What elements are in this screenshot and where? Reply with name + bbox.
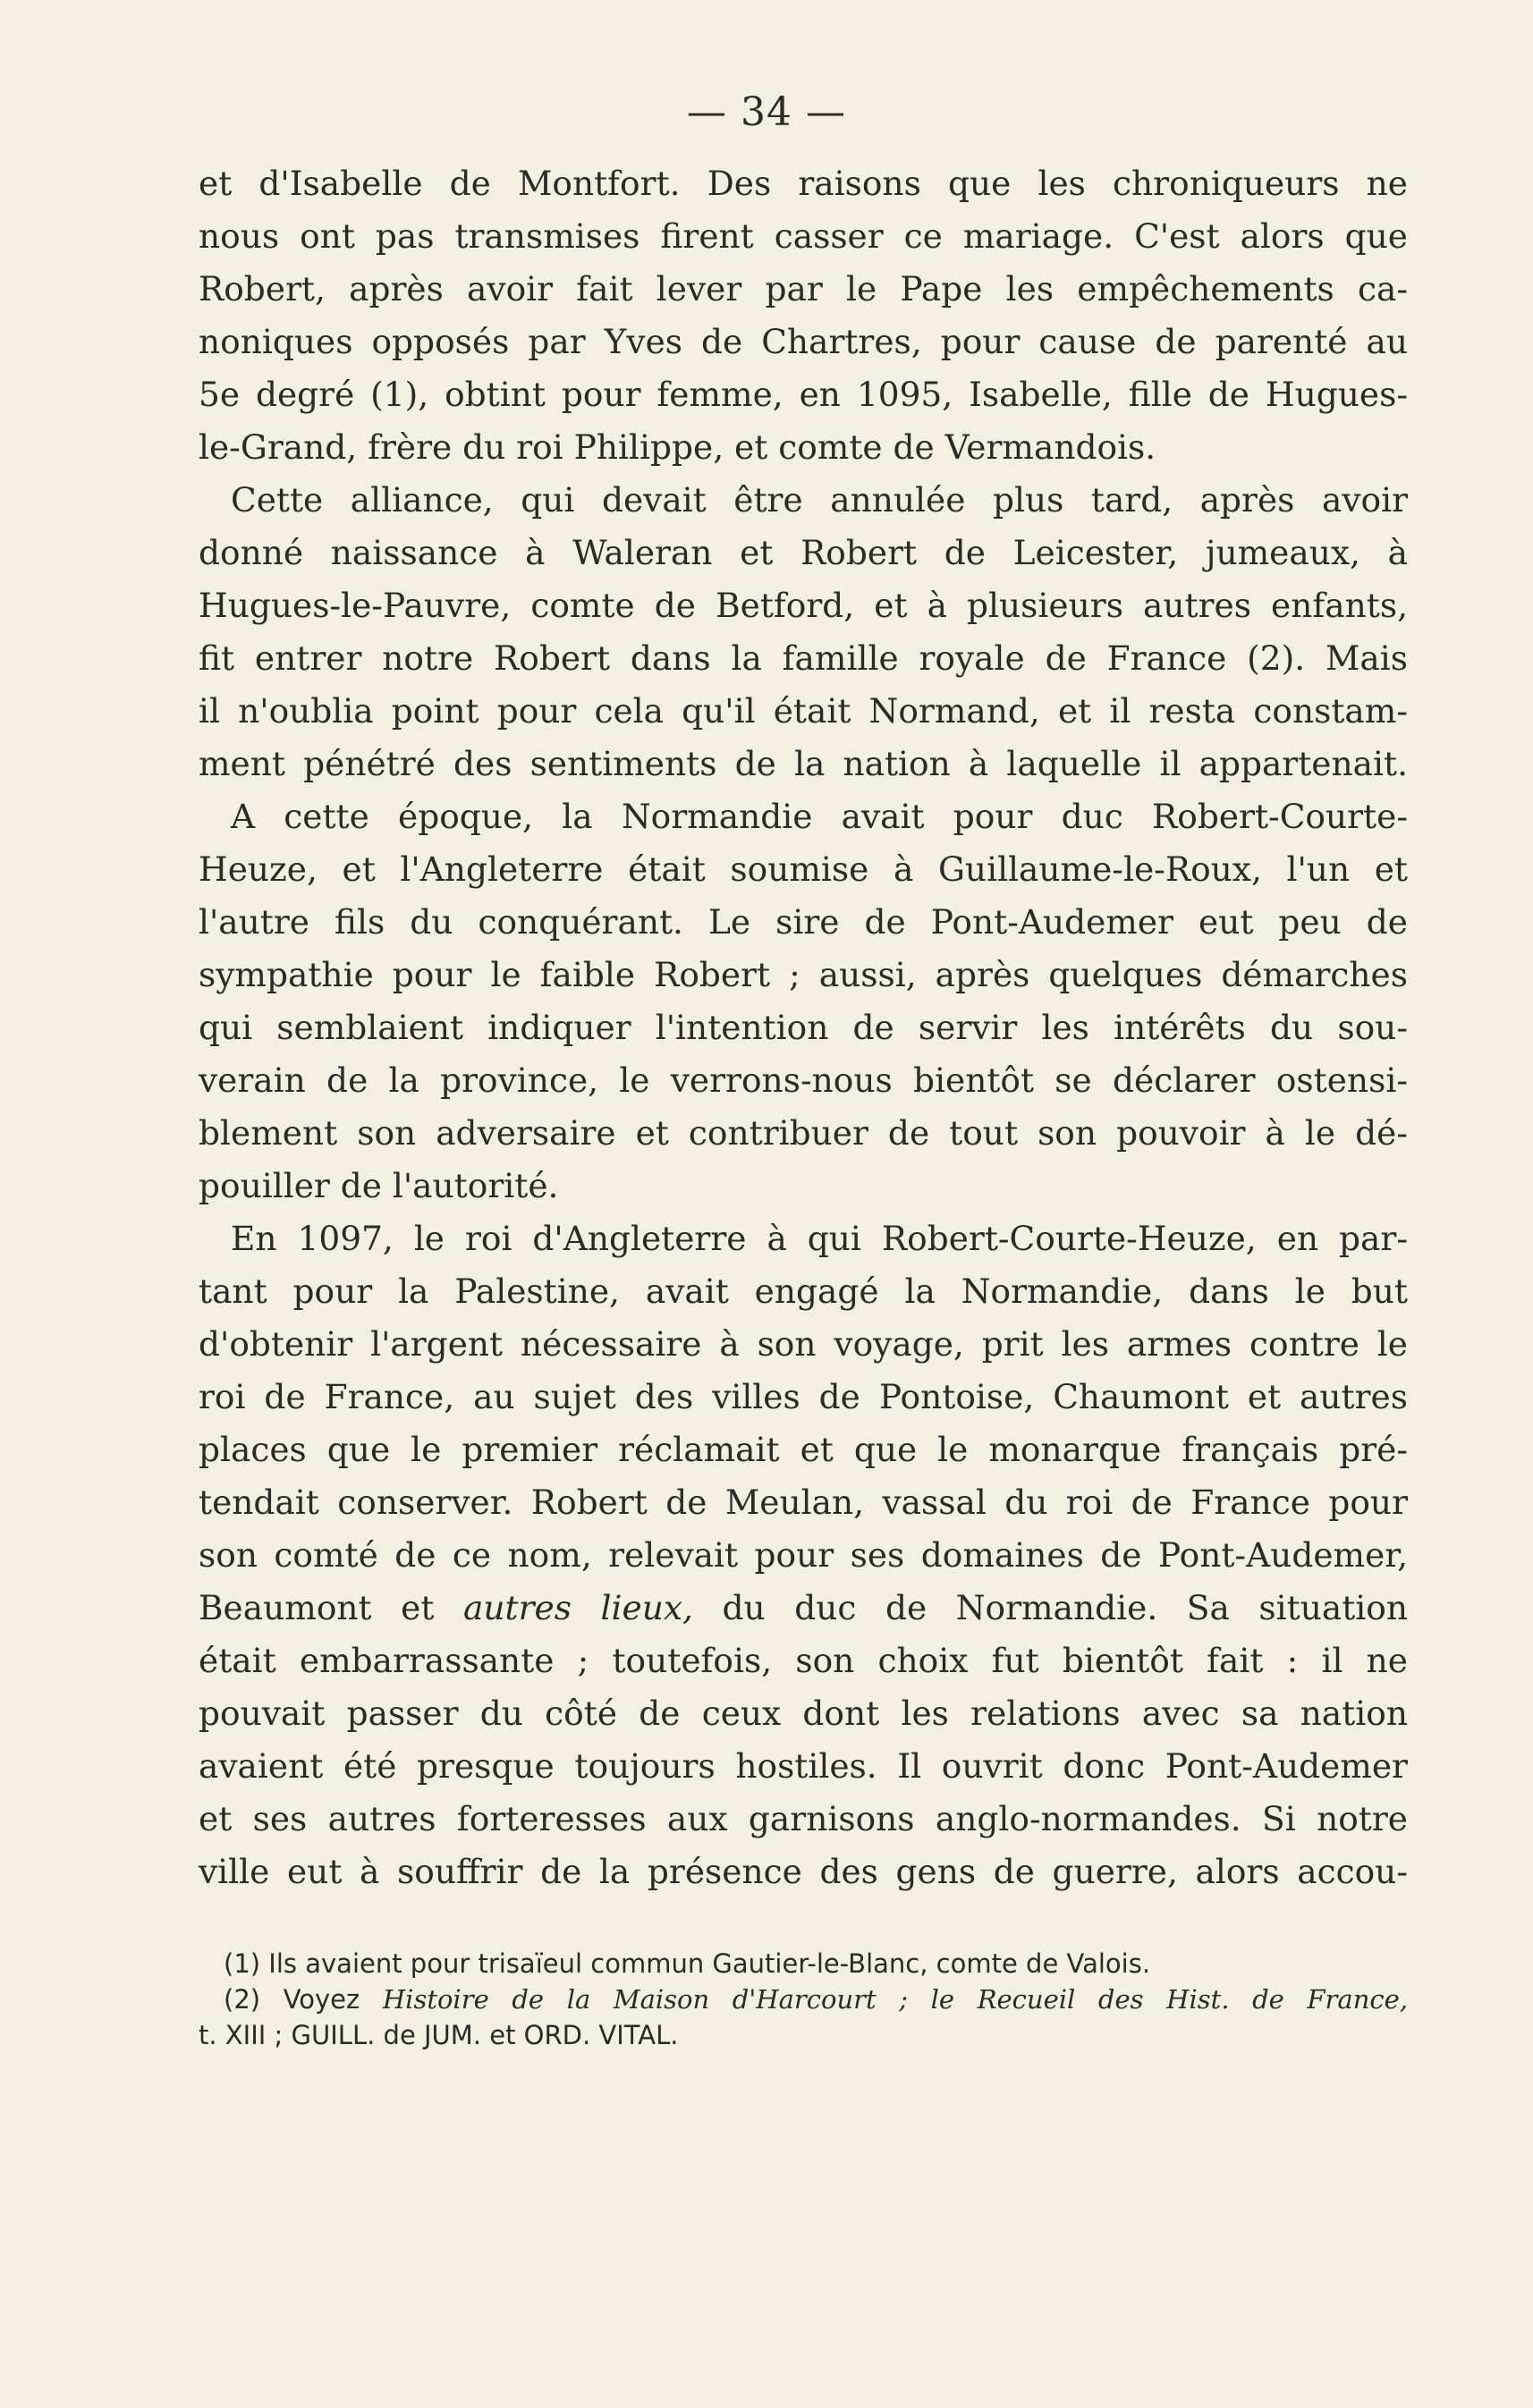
text-line: pouiller de l'autorité. <box>199 1166 559 1205</box>
text-line: noniques opposés par Yves de Chartres, pour cause de parenté au <box>199 322 1408 361</box>
text-line: places que le premier réclamait et que le monarque français pré- <box>199 1430 1408 1469</box>
text-line: En 1097, le roi d'Angleterre à qui Robert-Courte-Heuze, en par- <box>231 1219 1408 1258</box>
text-line: ment pénétré des sentiments de la nation à laquelle il appartenait. <box>199 744 1408 783</box>
text-line: sympathie pour le faible Robert ; aussi, après quelques démarches <box>199 955 1408 994</box>
text-segment: du duc de Normandie. Sa situation <box>722 1588 1409 1627</box>
page-number: — 34 — <box>687 89 846 135</box>
text-line: le-Grand, frère du roi Philippe, et comte de Vermandois. <box>199 427 1156 467</box>
text-line: et ses autres forteresses aux garnisons anglo-normandes. Si notre <box>199 1799 1408 1838</box>
text-line: 5e degré (1), obtint pour femme, en 1095, Isabelle, fille de Hugues- <box>199 375 1408 414</box>
footnote-2-italic: Histoire de la Maison d'Harcourt ; le Recueil des Hist. de France, <box>382 1984 1409 2015</box>
text-line: tant pour la Palestine, avait engagé la Normandie, dans le but <box>199 1272 1408 1311</box>
body-text <box>199 157 1408 1898</box>
footnote-2-prefix: (2) Voyez <box>224 1984 360 2015</box>
text-line: verain de la province, le verrons-nous bientôt se déclarer ostensi- <box>199 1060 1408 1100</box>
text-line: Heuze, et l'Angleterre était soumise à Guillaume-le-Roux, l'un et <box>199 849 1408 889</box>
text-line: A cette époque, la Normandie avait pour duc Robert-Courte- <box>231 797 1408 836</box>
text-line: l'autre fils du conquérant. Le sire de Pont-Audemer eut peu de <box>199 902 1408 942</box>
text-line: et d'Isabelle de Montfort. Des raisons que les chroniqueurs ne <box>199 164 1408 203</box>
text-line: d'obtenir l'argent nécessaire à son voyage, prit les armes contre le <box>199 1324 1408 1364</box>
text-line: il n'oublia point pour cela qu'il était Normand, et il resta constam- <box>199 691 1408 731</box>
text-line: son comté de ce nom, relevait pour ses domaines de Pont-Audemer, <box>199 1535 1408 1575</box>
text-line: fit entrer notre Robert dans la famille royale de France (2). Mais <box>199 638 1408 678</box>
text-line-with-italic <box>199 1582 1408 1635</box>
text-line: Robert, après avoir fait lever par le Pape les empêchements ca- <box>199 269 1408 308</box>
text-segment: Beaumont et <box>199 1588 435 1627</box>
text-line: pouvait passer du côté de ceux dont les relations avec sa nation <box>199 1694 1408 1733</box>
text-line: avaient été presque toujours hostiles. Il ouvrit donc Pont-Audemer <box>199 1746 1408 1786</box>
text-line: Cette alliance, qui devait être annulée plus tard, après avoir <box>231 480 1408 520</box>
text-line: roi de France, au sujet des villes de Pontoise, Chaumont et autres <box>199 1377 1408 1416</box>
italic-phrase: autres lieux, <box>463 1588 693 1627</box>
text-line: donné naissance à Waleran et Robert de Leicester, jumeaux, à <box>199 533 1408 572</box>
text-line: blement son adversaire et contribuer de tout son pouvoir à le dé- <box>199 1113 1408 1153</box>
text-line: tendait conserver. Robert de Meulan, vassal du roi de France pour <box>199 1483 1408 1522</box>
text-line: nous ont pas transmises firent casser ce mariage. C'est alors que <box>199 216 1408 256</box>
text-line: était embarrassante ; toutefois, son choix fut bientôt fait : il ne <box>199 1641 1408 1680</box>
footnotes <box>199 1946 1408 2053</box>
footnote-2 <box>199 1981 1408 2017</box>
text-line: Hugues-le-Pauvre, comte de Betford, et à plusieurs autres enfants, <box>199 586 1408 625</box>
footnote-1: (1) Ils avaient pour trisaïeul commun Gautier-le-Blanc, comte de Valois. <box>224 1948 1151 1979</box>
text-line: ville eut à souffrir de la présence des gens de guerre, alors accou- <box>199 1852 1408 1891</box>
text-line: qui semblaient indiquer l'intention de servir les intérêts du sou- <box>199 1008 1408 1047</box>
footnote-2-continuation: t. XIII ; GUILL. de JUM. et ORD. VITAL. <box>199 2020 679 2050</box>
